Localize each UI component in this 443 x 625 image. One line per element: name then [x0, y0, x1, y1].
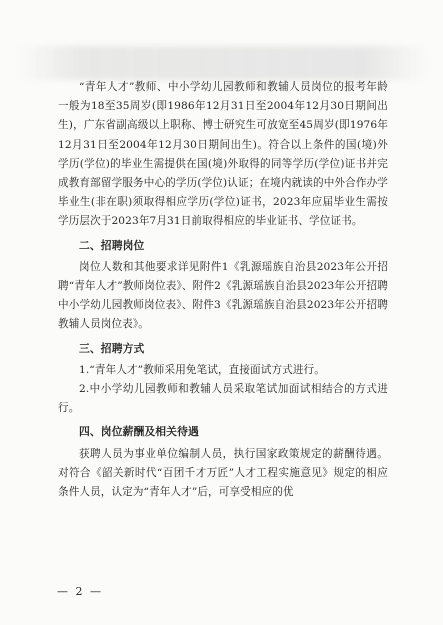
- page-number: — 2 —: [57, 585, 103, 598]
- heading-salary-benefits: 四、岗位薪酬及相关待遇: [79, 425, 199, 439]
- document-body: [58, 78, 388, 502]
- heading-recruitment-positions: 二、招聘岗位: [79, 238, 145, 252]
- paragraph-salary: 获聘人员为事业单位编制人员，执行国家政策规定的薪酬待遇。对符合《韶关新时代“百团千才万匠”人才工程实施意见》规定的相应条件人员，认定为“青年人才”后，可享受相应的优: [58, 447, 388, 499]
- paragraph-positions: 岗位人数和其他要求详见附件1《乳源瑶族自治县2023年公开招聘“青年人才”教师岗位表》、附件2《乳源瑶族自治县2023年公开招聘中小学幼儿园教师岗位表》、附件3《乳源瑶族自治县2023年公开招聘教辅人员岗位表》。: [58, 260, 388, 331]
- paragraph-method-1: 1.“青年人才”教师采用免笔试，直接面试方式进行。: [79, 363, 325, 376]
- watermark-band: [18, 46, 428, 80]
- heading-recruitment-method: 三、招聘方式: [79, 341, 145, 355]
- paragraph-method-2: 2.中小学幼儿园教师和教辅人员采取笔试加面试相结合的方式进行。: [58, 383, 388, 415]
- paragraph-age-requirements: “青年人才”教师、中小学幼儿园教师和教辅人员岗位的报考年龄一般为18至35周岁(即1986年12月31日至2004年12月30日期间出生)，广东省副高级以上职称、博士研究生可放宽至45周岁(即1976年12月31日至2004年12月30日期间出生)。符合以上条件的国(境)外学历(学位)的毕业生需提供在国(境)外取得的同等学历(学位)证书并完成教育部留学服务中心的学历(学位)认证；在境内就读的中外合作办学毕业生(非在职)须取得相应学历(学位)证书，2023年应届毕业生需按学历层次于2023年7月31日前取得相应的毕业证书、学位证书。: [58, 81, 388, 228]
